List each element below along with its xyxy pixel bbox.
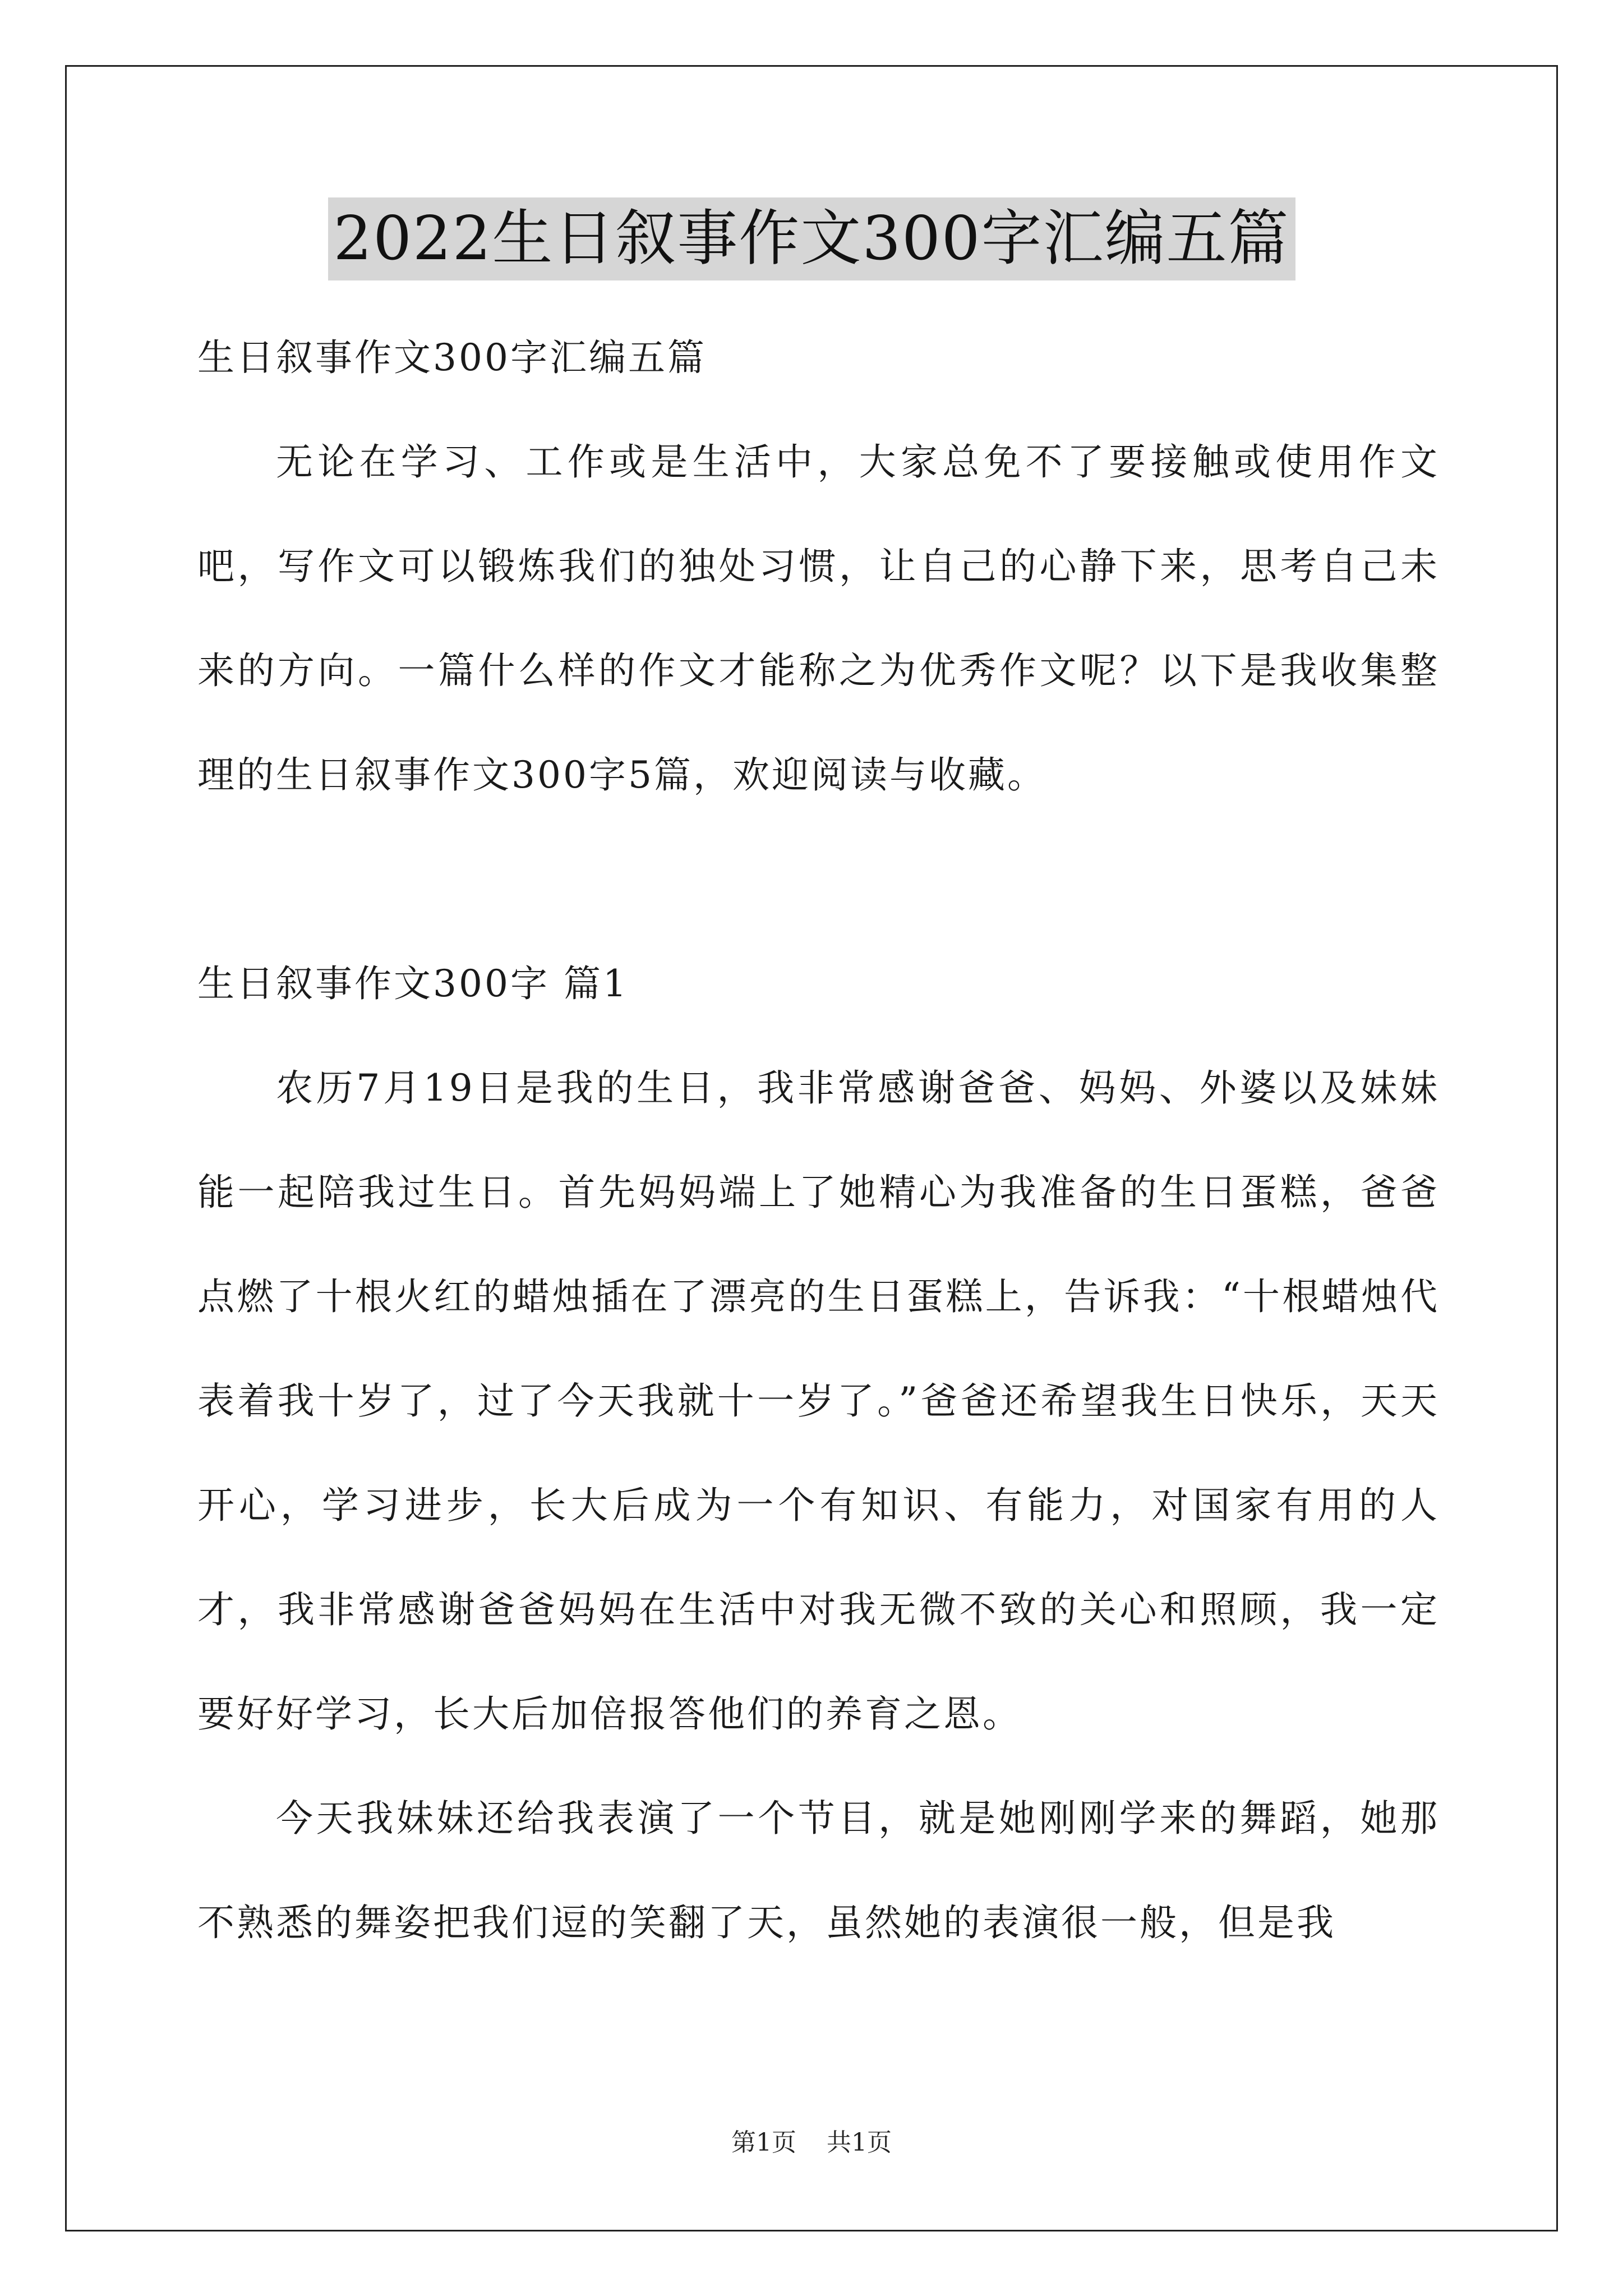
document-subtitle: 生日叙事作文300字汇编五篇: [197, 336, 707, 379]
page-number: 第1页: [731, 2128, 796, 2157]
section-heading: 生日叙事作文300字 篇1: [197, 962, 629, 1005]
body-paragraph: 今天我妹妹还给我表演了一个节目，就是她刚刚学来的舞蹈，她那不熟悉的舞姿把我们逗的笑翻了天，虽然她的表演很一般，但是我: [197, 1797, 1440, 1944]
document-body: [197, 306, 1440, 1975]
page-total: 共1页: [827, 2128, 892, 2157]
page-footer: [0, 2126, 1623, 2160]
intro-paragraph: 无论在学习、工作或是生活中，大家总免不了要接触或使用作文吧，写作文可以锻炼我们的独处习惯，让自己的心静下来，思考自己未来的方向。一篇什么样的作文才能称之为优秀作文呢？以下是我收集整理的生日叙事作文300字5篇，欢迎阅读与收藏。: [197, 440, 1440, 797]
body-paragraph: 农历7月19日是我的生日，我非常感谢爸爸、妈妈、外婆以及妹妹能一起陪我过生日。首先妈妈端上了她精心为我准备的生日蛋糕，爸爸点燃了十根火红的蜡烛插在了漂亮的生日蛋糕上，告诉我：“十根蜡烛代表着我十岁了，过了今天我就十一岁了。”爸爸还希望我生日快乐，天天开心，学习进步，长大后成为一个有知识、有能力，对国家有用的人才，我非常感谢爸爸妈妈在生活中对我无微不致的关心和照顾，我一定要好好学习，长大后加倍报答他们的养育之恩。: [197, 1066, 1440, 1736]
title-container: [0, 197, 1623, 280]
document-title: 2022生日叙事作文300字汇编五篇: [328, 197, 1295, 280]
section-spacer: [197, 827, 1440, 932]
